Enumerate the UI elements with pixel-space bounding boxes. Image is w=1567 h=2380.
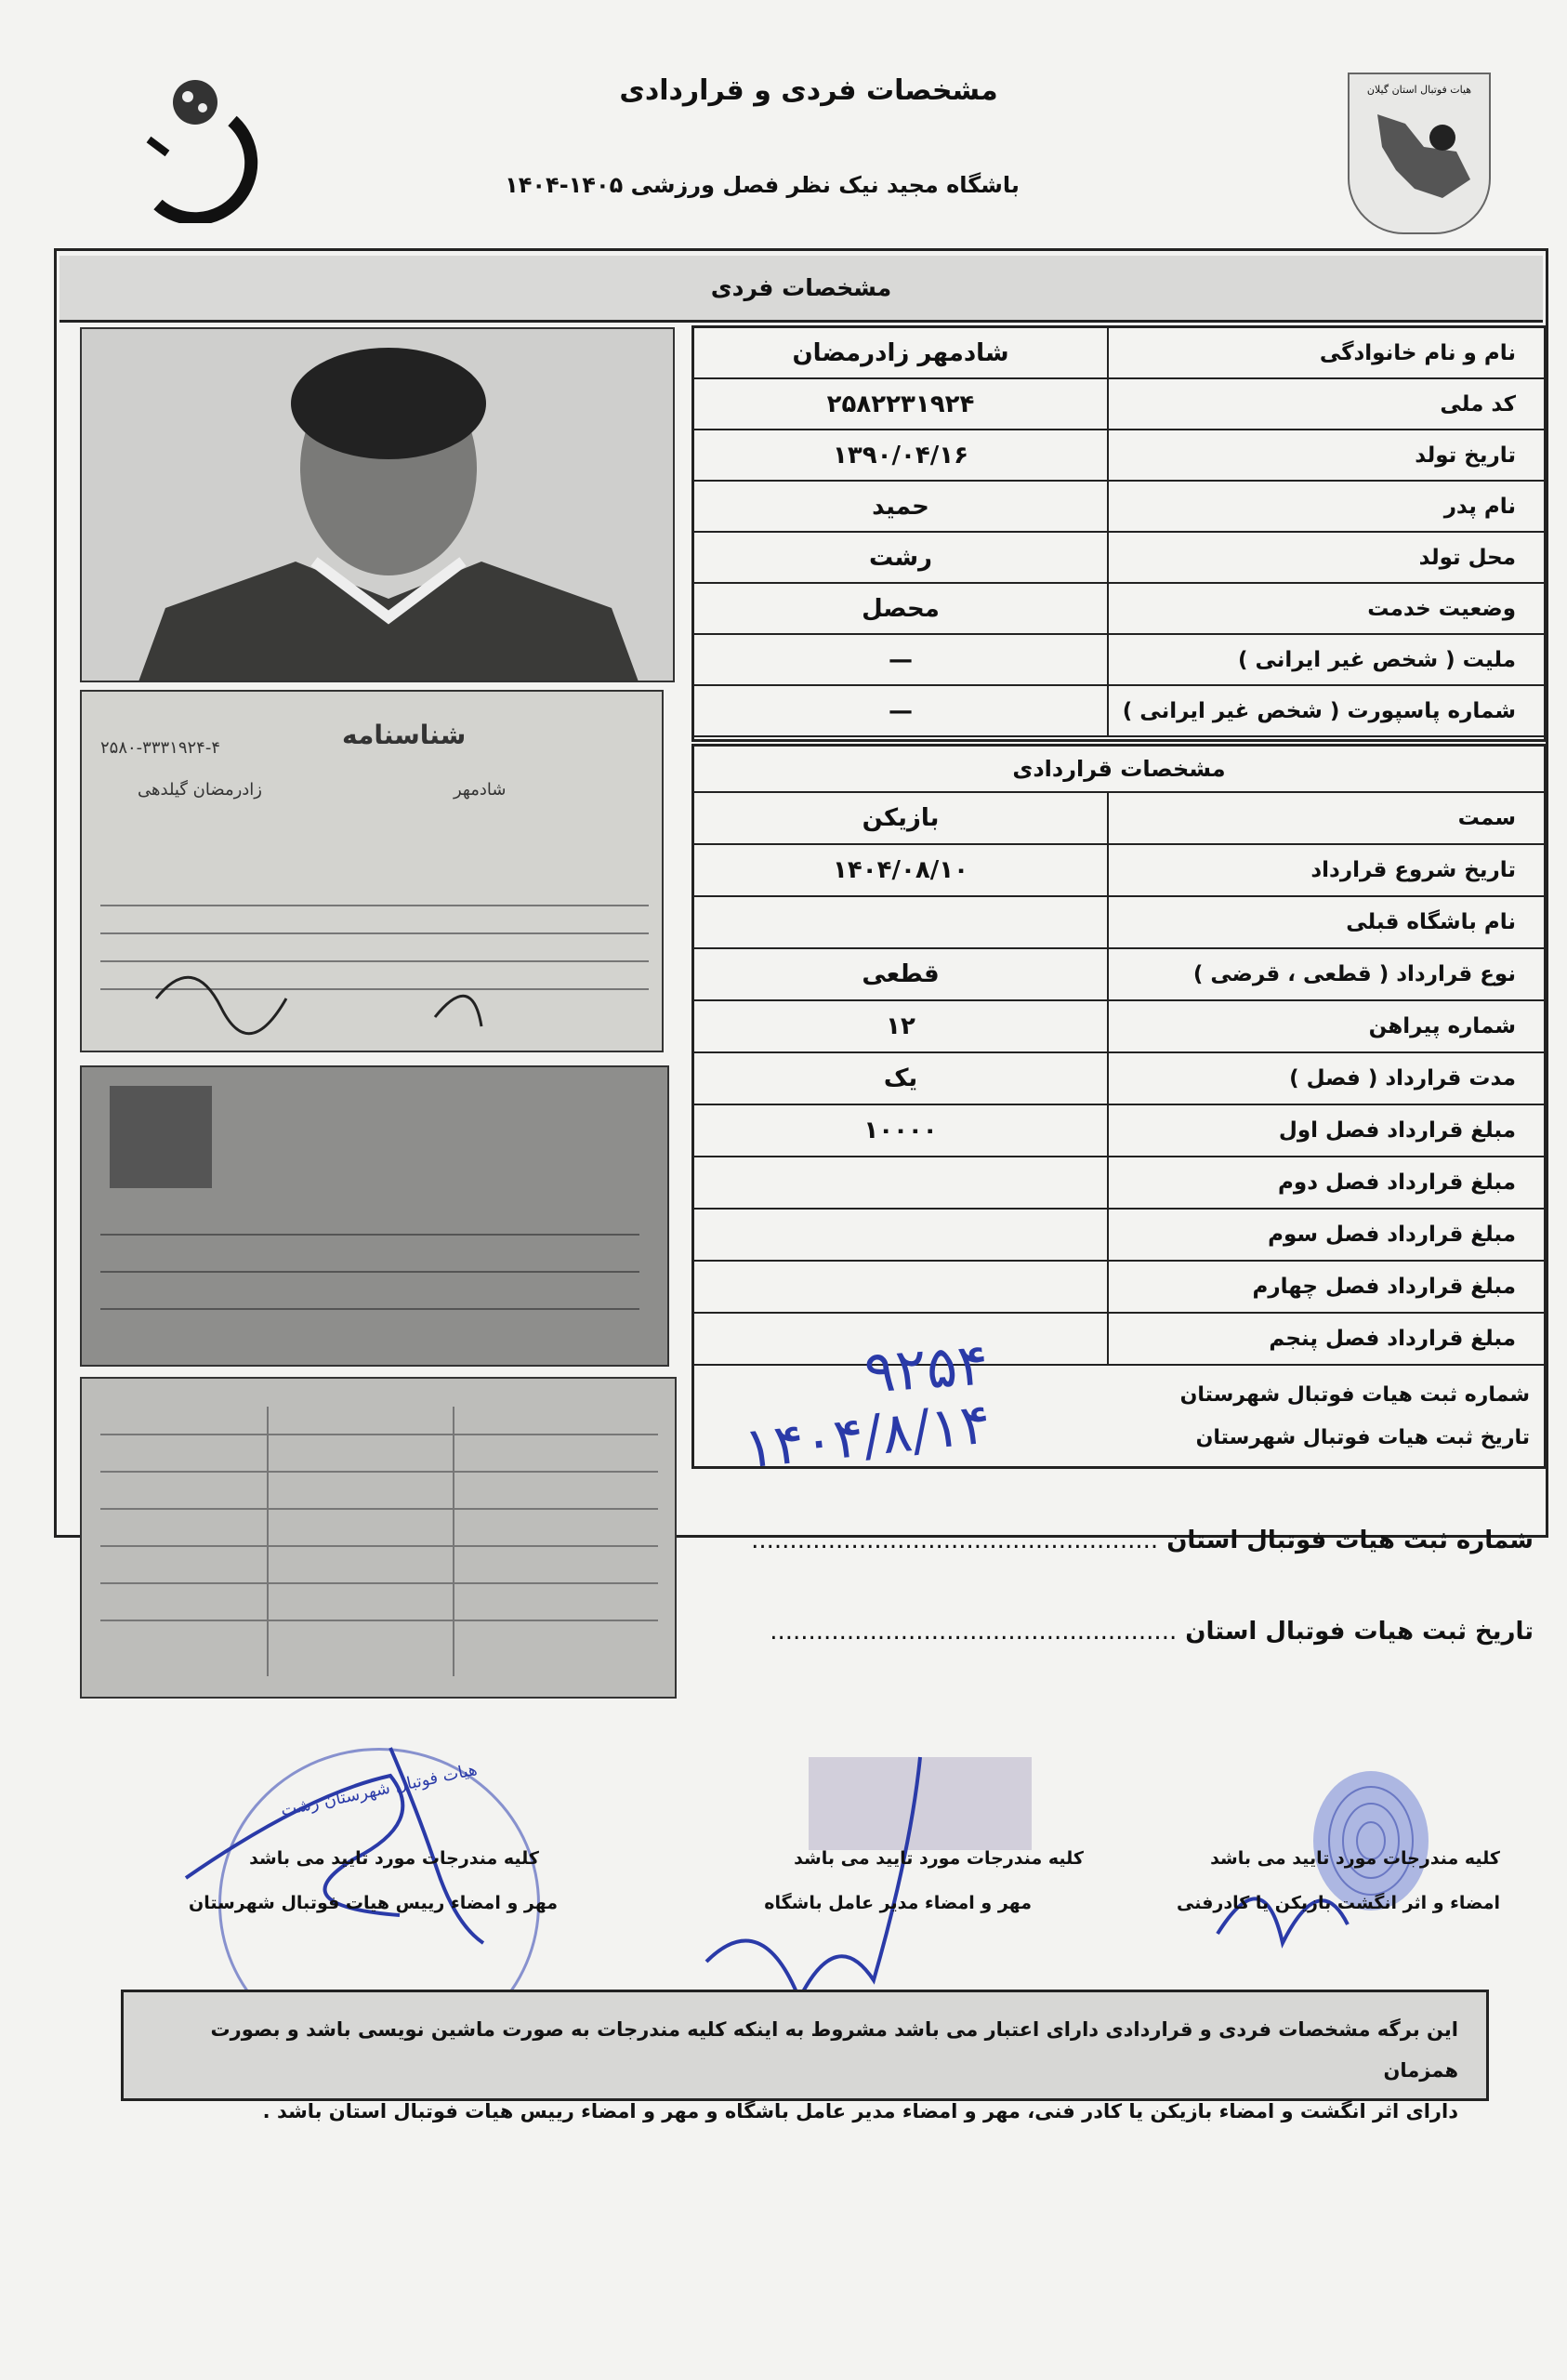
- contract-value: ۱۲: [886, 1012, 915, 1040]
- contract-value: [694, 1210, 1107, 1260]
- contract-label: مبلغ قرارداد فصل دوم: [1107, 1157, 1544, 1208]
- contract-row: [694, 949, 1544, 1001]
- contract-row: [694, 793, 1544, 845]
- contract-label: مدت قرارداد ( فصل ): [1107, 1053, 1544, 1104]
- signature-strokes: [0, 1720, 1567, 2027]
- personal-section-title: مشخصات فردی: [59, 256, 1543, 323]
- personal-row: [694, 635, 1544, 686]
- personal-row: [694, 430, 1544, 482]
- club-logo: [130, 65, 260, 223]
- personal-row: [694, 686, 1544, 737]
- province-reg-date-label: تاریخ ثبت هیات فوتبال استان: [1185, 1618, 1534, 1646]
- id-card-name: شادمهر: [454, 780, 507, 800]
- personal-label: نام و نام خانوادگی: [1107, 328, 1544, 377]
- contract-label: تاریخ شروع قرارداد: [1107, 845, 1544, 895]
- personal-value: ۱۳۹۰/۰۴/۱۶: [833, 441, 968, 469]
- player-approval-line: کلیه مندرجات مورد تایید می باشد: [1210, 1848, 1500, 1869]
- contract-label: نوع قرارداد ( قطعی ، قرضی ): [1107, 949, 1544, 999]
- personal-row: [694, 533, 1544, 584]
- notice-line-1: این برگه مشخصات فردی و قراردادی دارای اعتبار می باشد مشروط به اینکه کلیه مندرجات به صورت ماشین نویسی باشد و بصورت همزمان: [210, 2018, 1458, 2082]
- personal-value: —: [889, 696, 913, 725]
- personal-value: —: [889, 645, 913, 674]
- contract-info-table: [691, 744, 1547, 1469]
- id-card-family: زادرمضان گیلدهی: [138, 780, 262, 800]
- record-page-scan: [80, 1377, 677, 1699]
- personal-value: محصل: [862, 594, 940, 623]
- city-reg-date-label: تاریخ ثبت هیات فوتبال شهرستان: [1195, 1426, 1530, 1449]
- contract-row: [694, 897, 1544, 949]
- club-sign-line: مهر و امضاء مدیر عامل باشگاه: [764, 1893, 1032, 1913]
- club-approval-line: کلیه مندرجات مورد تایید می باشد: [794, 1848, 1084, 1869]
- province-reg-number: [697, 1527, 1534, 1554]
- personal-row: [694, 379, 1544, 430]
- player-sign-line: امضاء و اثر انگشت بازیکن یا کادرفنی: [1176, 1893, 1500, 1913]
- id-card-national-id: ۲۵۸۰-۳۳۳۱۹۲۴-۴: [100, 738, 221, 758]
- federation-logo-caption: هیات فوتبال استان گیلان: [1366, 84, 1472, 96]
- contract-value: قطعی: [862, 960, 940, 988]
- personal-value: حمید: [872, 492, 929, 521]
- contract-row: [694, 1053, 1544, 1105]
- contract-label: نام باشگاه قبلی: [1107, 897, 1544, 947]
- contract-value: بازیکن: [862, 804, 940, 832]
- personal-value: شادمهر زادرمضان: [792, 338, 1009, 367]
- personal-row: [694, 584, 1544, 635]
- personal-value: رشت: [868, 543, 933, 572]
- personal-label: ملیت ( شخص غیر ایرانی ): [1107, 635, 1544, 684]
- contract-section-title: مشخصات قراردادی: [694, 747, 1544, 793]
- personal-value: ۲۵۸۲۲۳۱۹۲۴: [826, 390, 975, 418]
- personal-label: شماره پاسپورت ( شخص غیر ایرانی ): [1107, 686, 1544, 735]
- province-reg-number-label: شماره ثبت هیات فوتبال استان: [1166, 1527, 1534, 1554]
- province-map-icon: [1350, 96, 1489, 217]
- validity-notice: [121, 1990, 1489, 2122]
- contract-value: ۱۰۰۰۰: [863, 1117, 938, 1144]
- province-reg-date: [697, 1618, 1534, 1646]
- personal-row: [694, 328, 1544, 379]
- federation-logo: [1348, 73, 1491, 234]
- page-subtitle: باشگاه مجید نیک نظر فصل ورزشی ۱۴۰۵-۱۴۰۴: [505, 172, 1020, 198]
- contract-row: [694, 1262, 1544, 1314]
- page-title: مشخصات فردی و قراردادی: [619, 74, 998, 107]
- personal-label: نام پدر: [1107, 482, 1544, 531]
- contract-value: یک: [883, 1064, 918, 1092]
- id-card-scan: [80, 690, 664, 1052]
- city-approval-line: کلیه مندرجات مورد تایید می باشد: [249, 1848, 539, 1869]
- contract-value: ۱۴۰۴/۰۸/۱۰: [833, 856, 968, 884]
- student-card-scan: [80, 1065, 669, 1367]
- personal-label: محل تولد: [1107, 533, 1544, 582]
- contract-row: [694, 1157, 1544, 1210]
- id-card-title: شناسنامه: [342, 720, 467, 750]
- contract-label: مبلغ قرارداد فصل پنجم: [1107, 1314, 1544, 1364]
- contract-value: [694, 897, 1107, 947]
- handwritten-reg-number: ۹۲۵۴: [862, 1329, 991, 1407]
- contract-row: [694, 1314, 1544, 1366]
- personal-label: کد ملی: [1107, 379, 1544, 429]
- contract-label: سمت: [1107, 793, 1544, 843]
- contract-row: [694, 1105, 1544, 1157]
- city-stamp-text: هیات فوتبال شهرستان رشت: [279, 1759, 480, 1821]
- contract-label: شماره پیراهن: [1107, 1001, 1544, 1051]
- city-sign-line: مهر و امضاء رییس هیات فوتبال شهرستان: [188, 1893, 558, 1913]
- player-photo: [80, 327, 675, 682]
- notice-line-2: دارای اثر انگشت و امضاء بازیکن یا کادر فنی، مهر و امضاء مدیر عامل باشگاه و مهر و امضاء رییس هیات فوتبال استان باشد .: [262, 2100, 1458, 2122]
- contract-value: [694, 1262, 1107, 1312]
- province-reg-number-dots: .....................................................: [751, 1527, 1159, 1554]
- personal-label: وضعیت خدمت: [1107, 584, 1544, 633]
- contract-label: مبلغ قرارداد فصل اول: [1107, 1105, 1544, 1156]
- personal-label: تاریخ تولد: [1107, 430, 1544, 480]
- contract-row: [694, 1001, 1544, 1053]
- province-reg-date-dots: .....................................................: [770, 1618, 1178, 1646]
- contract-label: مبلغ قرارداد فصل چهارم: [1107, 1262, 1544, 1312]
- contract-label: مبلغ قرارداد فصل سوم: [1107, 1210, 1544, 1260]
- handwritten-reg-date: ۱۴۰۴/۸/۱۴: [741, 1391, 994, 1482]
- contract-row: [694, 845, 1544, 897]
- contract-value: [694, 1157, 1107, 1208]
- contract-row: [694, 1210, 1544, 1262]
- personal-info-table: [691, 325, 1547, 742]
- personal-row: [694, 482, 1544, 533]
- city-reg-number-label: شماره ثبت هیات فوتبال شهرستان: [1179, 1383, 1530, 1407]
